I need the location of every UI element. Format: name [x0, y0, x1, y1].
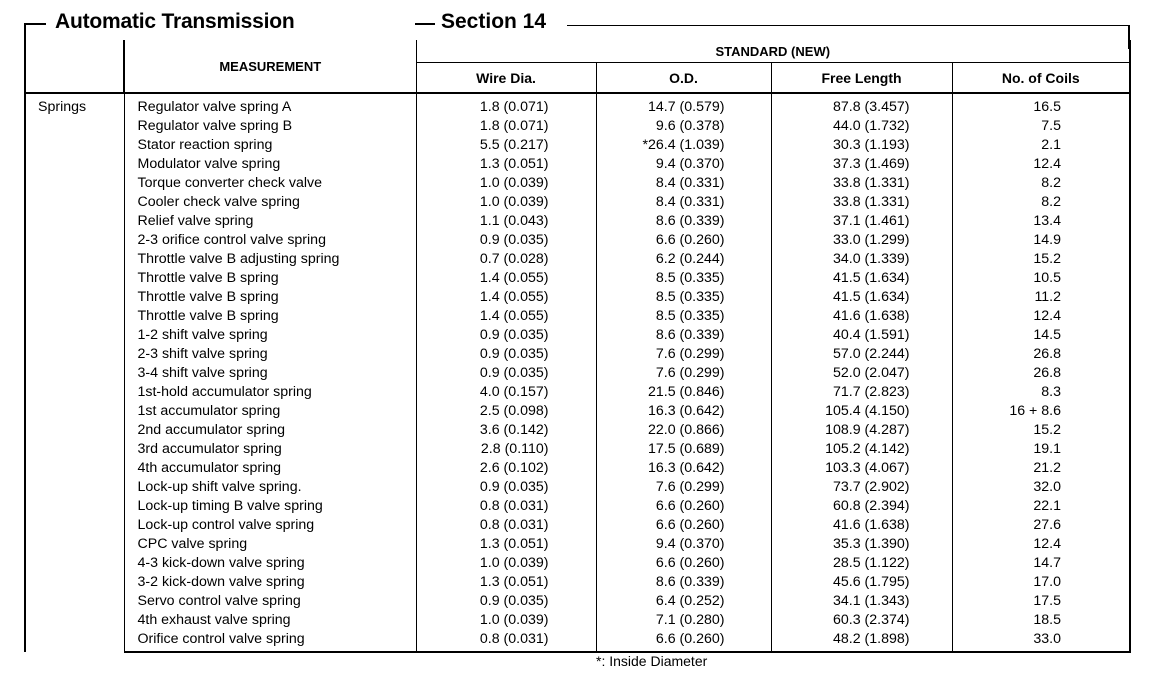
- wire-dia-value: 0.9 (0.035): [416, 345, 596, 364]
- free-length-value: 33.8 (1.331): [771, 193, 952, 212]
- spring-name: Regulator valve spring A: [124, 93, 416, 117]
- table-row: [25, 592, 1130, 611]
- table-row: [25, 307, 1130, 326]
- spring-name: 4th accumulator spring: [124, 459, 416, 478]
- free-length-value: 45.6 (1.795): [771, 573, 952, 592]
- wire-dia-value: 1.1 (0.043): [416, 212, 596, 231]
- free-length-value: 35.3 (1.390): [771, 535, 952, 554]
- wire-dia-value: 1.8 (0.071): [416, 117, 596, 136]
- free-length-value: 105.2 (4.142): [771, 440, 952, 459]
- table-row: [25, 212, 1130, 231]
- spring-name: Lock-up shift valve spring.: [124, 478, 416, 497]
- wire-dia-value: 1.4 (0.055): [416, 269, 596, 288]
- coils-value: 32.0: [952, 478, 1130, 497]
- page-title: Automatic Transmission: [55, 10, 295, 33]
- od-value: 6.4 (0.252): [596, 592, 771, 611]
- section-label: Section 14: [441, 10, 547, 33]
- wire-dia-value: 1.4 (0.055): [416, 288, 596, 307]
- category-cell: Springs: [25, 93, 124, 652]
- od-value: 21.5 (0.846): [596, 383, 771, 402]
- free-length-value: 71.7 (2.823): [771, 383, 952, 402]
- free-length-value: 48.2 (1.898): [771, 630, 952, 652]
- coils-value: 12.4: [952, 535, 1130, 554]
- category-header: [25, 40, 124, 93]
- wire-dia-value: 0.7 (0.028): [416, 250, 596, 269]
- free-length-value: 57.0 (2.244): [771, 345, 952, 364]
- od-value: *26.4 (1.039): [596, 136, 771, 155]
- free-length-value: 87.8 (3.457): [771, 93, 952, 117]
- free-length-value: 33.8 (1.331): [771, 174, 952, 193]
- column-header-coils: No. of Coils: [952, 63, 1130, 93]
- od-value: 8.5 (0.335): [596, 288, 771, 307]
- table-row: [25, 402, 1130, 421]
- spring-name: 1st accumulator spring: [124, 402, 416, 421]
- coils-value: 26.8: [952, 364, 1130, 383]
- free-length-value: 73.7 (2.902): [771, 478, 952, 497]
- table-row: [25, 459, 1130, 478]
- free-length-value: 41.6 (1.638): [771, 307, 952, 326]
- coils-value: 27.6: [952, 516, 1130, 535]
- spring-name: CPC valve spring: [124, 535, 416, 554]
- coils-value: 16 + 8.6: [952, 402, 1130, 421]
- coils-value: 2.1: [952, 136, 1130, 155]
- free-length-value: 40.4 (1.591): [771, 326, 952, 345]
- od-value: 7.6 (0.299): [596, 478, 771, 497]
- free-length-value: 105.4 (4.150): [771, 402, 952, 421]
- table-row: [25, 554, 1130, 573]
- coils-value: 14.9: [952, 231, 1130, 250]
- od-value: 8.4 (0.331): [596, 193, 771, 212]
- od-value: 6.6 (0.260): [596, 497, 771, 516]
- spring-name: 2-3 shift valve spring: [124, 345, 416, 364]
- free-length-value: 34.1 (1.343): [771, 592, 952, 611]
- free-length-value: 33.0 (1.299): [771, 231, 952, 250]
- column-header-free-length: Free Length: [771, 63, 952, 93]
- table-row: [25, 117, 1130, 136]
- wire-dia-value: 1.0 (0.039): [416, 554, 596, 573]
- wire-dia-value: 1.3 (0.051): [416, 535, 596, 554]
- coils-value: 10.5: [952, 269, 1130, 288]
- coils-value: 8.2: [952, 174, 1130, 193]
- wire-dia-value: 1.0 (0.039): [416, 193, 596, 212]
- table-row: [25, 630, 1130, 652]
- coils-value: 33.0: [952, 630, 1130, 652]
- coils-value: 11.2: [952, 288, 1130, 307]
- free-length-value: 52.0 (2.047): [771, 364, 952, 383]
- table-row: [25, 535, 1130, 554]
- wire-dia-value: 0.8 (0.031): [416, 630, 596, 652]
- od-value: 6.6 (0.260): [596, 554, 771, 573]
- od-value: 8.4 (0.331): [596, 174, 771, 193]
- coils-value: 7.5: [952, 117, 1130, 136]
- od-value: 9.4 (0.370): [596, 535, 771, 554]
- spring-name: 1-2 shift valve spring: [124, 326, 416, 345]
- od-value: 16.3 (0.642): [596, 459, 771, 478]
- free-length-value: 34.0 (1.339): [771, 250, 952, 269]
- od-value: 6.6 (0.260): [596, 630, 771, 652]
- wire-dia-value: 0.8 (0.031): [416, 497, 596, 516]
- od-value: 14.7 (0.579): [596, 93, 771, 117]
- table-row: [25, 421, 1130, 440]
- wire-dia-value: 5.5 (0.217): [416, 136, 596, 155]
- title-rule: [567, 25, 1129, 26]
- spring-name: Regulator valve spring B: [124, 117, 416, 136]
- od-value: 16.3 (0.642): [596, 402, 771, 421]
- table-row: [25, 174, 1130, 193]
- wire-dia-value: 1.3 (0.051): [416, 155, 596, 174]
- wire-dia-value: 2.5 (0.098): [416, 402, 596, 421]
- page-header: [0, 0, 1152, 40]
- spring-name: 2nd accumulator spring: [124, 421, 416, 440]
- od-value: 6.6 (0.260): [596, 516, 771, 535]
- table-row: [25, 231, 1130, 250]
- od-value: 17.5 (0.689): [596, 440, 771, 459]
- free-length-value: 108.9 (4.287): [771, 421, 952, 440]
- spring-name: 2-3 orifice control valve spring: [124, 231, 416, 250]
- table-row: [25, 136, 1130, 155]
- table-row: [25, 516, 1130, 535]
- table-row: [25, 497, 1130, 516]
- wire-dia-value: 0.9 (0.035): [416, 478, 596, 497]
- spring-name: 4-3 kick-down valve spring: [124, 554, 416, 573]
- table-row: [25, 573, 1130, 592]
- wire-dia-value: 0.9 (0.035): [416, 326, 596, 345]
- od-value: 22.0 (0.866): [596, 421, 771, 440]
- od-value: 8.5 (0.335): [596, 307, 771, 326]
- od-value: 7.1 (0.280): [596, 611, 771, 630]
- title-rule: [415, 23, 435, 25]
- wire-dia-value: 1.8 (0.071): [416, 93, 596, 117]
- free-length-value: 28.5 (1.122): [771, 554, 952, 573]
- free-length-value: 44.0 (1.732): [771, 117, 952, 136]
- spring-name: Throttle valve B spring: [124, 307, 416, 326]
- spring-name: Stator reaction spring: [124, 136, 416, 155]
- table-row: [25, 93, 1130, 117]
- table-body: [25, 93, 1130, 652]
- spring-name: Throttle valve B spring: [124, 269, 416, 288]
- od-value: 6.2 (0.244): [596, 250, 771, 269]
- table-row: [25, 345, 1130, 364]
- coils-value: 14.7: [952, 554, 1130, 573]
- coils-value: 17.5: [952, 592, 1130, 611]
- coils-value: 12.4: [952, 307, 1130, 326]
- table-row: [25, 155, 1130, 174]
- footnote: *: Inside Diameter: [596, 653, 708, 669]
- table-row: [25, 269, 1130, 288]
- coils-value: 26.8: [952, 345, 1130, 364]
- wire-dia-value: 2.8 (0.110): [416, 440, 596, 459]
- coils-value: 18.5: [952, 611, 1130, 630]
- od-value: 9.6 (0.378): [596, 117, 771, 136]
- coils-value: 21.2: [952, 459, 1130, 478]
- free-length-value: 60.3 (2.374): [771, 611, 952, 630]
- spring-name: Relief valve spring: [124, 212, 416, 231]
- measurement-header: MEASUREMENT: [124, 40, 416, 93]
- coils-value: 8.2: [952, 193, 1130, 212]
- wire-dia-value: 1.0 (0.039): [416, 611, 596, 630]
- spring-name: Throttle valve B spring: [124, 288, 416, 307]
- od-value: 8.6 (0.339): [596, 326, 771, 345]
- wire-dia-value: 1.4 (0.055): [416, 307, 596, 326]
- table-row: [25, 364, 1130, 383]
- coils-value: 16.5: [952, 93, 1130, 117]
- free-length-value: 30.3 (1.193): [771, 136, 952, 155]
- od-value: 8.6 (0.339): [596, 212, 771, 231]
- coils-value: 19.1: [952, 440, 1130, 459]
- coils-value: 14.5: [952, 326, 1130, 345]
- table-row: [25, 383, 1130, 402]
- free-length-value: 41.5 (1.634): [771, 288, 952, 307]
- spring-name: Cooler check valve spring: [124, 193, 416, 212]
- free-length-value: 37.1 (1.461): [771, 212, 952, 231]
- free-length-value: 41.5 (1.634): [771, 269, 952, 288]
- od-value: 7.6 (0.299): [596, 345, 771, 364]
- spring-name: Lock-up control valve spring: [124, 516, 416, 535]
- free-length-value: 60.8 (2.394): [771, 497, 952, 516]
- wire-dia-value: 4.0 (0.157): [416, 383, 596, 402]
- free-length-value: 37.3 (1.469): [771, 155, 952, 174]
- od-value: 8.6 (0.339): [596, 573, 771, 592]
- table-row: [25, 440, 1130, 459]
- coils-value: 13.4: [952, 212, 1130, 231]
- spring-spec-table-wrapper: [24, 40, 1129, 653]
- wire-dia-value: 1.3 (0.051): [416, 573, 596, 592]
- wire-dia-value: 0.8 (0.031): [416, 516, 596, 535]
- table-row: [25, 326, 1130, 345]
- spring-name: 3rd accumulator spring: [124, 440, 416, 459]
- wire-dia-value: 0.9 (0.035): [416, 231, 596, 250]
- coils-value: 8.3: [952, 383, 1130, 402]
- spring-name: 1st-hold accumulator spring: [124, 383, 416, 402]
- free-length-value: 41.6 (1.638): [771, 516, 952, 535]
- table-row: [25, 478, 1130, 497]
- od-value: 6.6 (0.260): [596, 231, 771, 250]
- spring-name: Orifice control valve spring: [124, 630, 416, 652]
- table-row: [25, 193, 1130, 212]
- od-value: 8.5 (0.335): [596, 269, 771, 288]
- spring-name: Servo control valve spring: [124, 592, 416, 611]
- standard-new-header: STANDARD (NEW): [416, 40, 1130, 63]
- spring-name: Modulator valve spring: [124, 155, 416, 174]
- od-value: 9.4 (0.370): [596, 155, 771, 174]
- table-row: [25, 288, 1130, 307]
- od-value: 7.6 (0.299): [596, 364, 771, 383]
- coils-value: 22.1: [952, 497, 1130, 516]
- wire-dia-value: 0.9 (0.035): [416, 364, 596, 383]
- spring-name: Throttle valve B adjusting spring: [124, 250, 416, 269]
- spring-spec-table: [24, 40, 1131, 653]
- coils-value: 15.2: [952, 250, 1130, 269]
- wire-dia-value: 0.9 (0.035): [416, 592, 596, 611]
- spring-name: Torque converter check valve: [124, 174, 416, 193]
- wire-dia-value: 2.6 (0.102): [416, 459, 596, 478]
- coils-value: 17.0: [952, 573, 1130, 592]
- coils-value: 12.4: [952, 155, 1130, 174]
- wire-dia-value: 1.0 (0.039): [416, 174, 596, 193]
- spring-name: 3-2 kick-down valve spring: [124, 573, 416, 592]
- spring-name: 3-4 shift valve spring: [124, 364, 416, 383]
- spring-name: 4th exhaust valve spring: [124, 611, 416, 630]
- spring-name: Lock-up timing B valve spring: [124, 497, 416, 516]
- coils-value: 15.2: [952, 421, 1130, 440]
- table-row: [25, 611, 1130, 630]
- title-rule: [24, 23, 46, 25]
- column-header-wire-dia: Wire Dia.: [416, 63, 596, 93]
- wire-dia-value: 3.6 (0.142): [416, 421, 596, 440]
- free-length-value: 103.3 (4.067): [771, 459, 952, 478]
- table-row: [25, 250, 1130, 269]
- column-header-od: O.D.: [596, 63, 771, 93]
